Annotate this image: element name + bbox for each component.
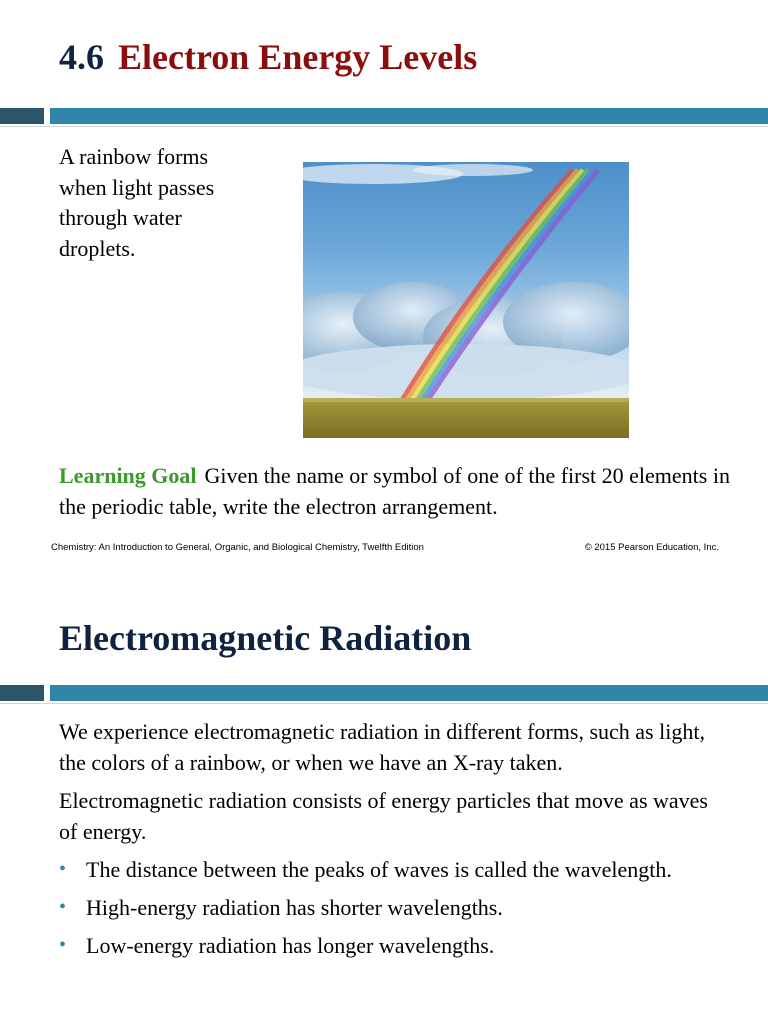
rainbow-illustration xyxy=(303,162,629,438)
list-item xyxy=(59,930,719,961)
title-divider-band xyxy=(0,683,768,705)
rainbow-photo xyxy=(303,162,629,438)
learning-goal-text: Given the name or symbol of one of the first 20 elements in the periodic table, write the electron arrangement. xyxy=(59,463,730,519)
section-number: 4.6 xyxy=(59,37,104,77)
footer-textbook-title: Chemistry: An Introduction to General, Organic, and Biological Chemistry, Twelfth Edition xyxy=(51,542,424,553)
bullet-icon: • xyxy=(59,934,67,956)
title-text: Electron Energy Levels xyxy=(118,37,478,77)
slide-title: Electromagnetic Radiation xyxy=(59,618,472,658)
rainbow-caption: A rainbow forms when light passes through water droplets. xyxy=(59,144,215,261)
list-item xyxy=(59,854,719,885)
title-divider-band xyxy=(0,106,768,128)
divider-blue-bar xyxy=(50,108,768,124)
bullet-text: High-energy radiation has shorter wavelengths. xyxy=(86,895,503,920)
paragraph: Electromagnetic radiation consists of energy particles that move as waves of energy. xyxy=(59,788,708,844)
footer-copyright: © 2015 Pearson Education, Inc. xyxy=(584,542,719,553)
bullet-text: Low-energy radiation has longer wavelengths. xyxy=(86,933,495,958)
learning-goal xyxy=(59,460,739,522)
bullet-list xyxy=(59,854,719,961)
divider-blue-bar xyxy=(50,685,768,701)
divider-dark-block xyxy=(0,685,44,701)
paragraph: We experience electromagnetic radiation in different forms, such as light, the colors of a rainbow, or when we have an X-ray taken. xyxy=(59,719,705,775)
bullet-text: The distance between the peaks of waves is called the wavelength. xyxy=(86,857,672,882)
bullet-icon: • xyxy=(59,896,67,918)
divider-rule xyxy=(0,126,768,127)
list-item xyxy=(59,892,719,923)
slide-body xyxy=(59,716,719,968)
divider-rule xyxy=(0,703,768,704)
slide-title xyxy=(59,37,477,77)
divider-dark-block xyxy=(0,108,44,124)
learning-goal-label: Learning Goal xyxy=(59,463,197,488)
bullet-icon: • xyxy=(59,858,67,880)
slide-electromagnetic-radiation xyxy=(0,580,768,1024)
